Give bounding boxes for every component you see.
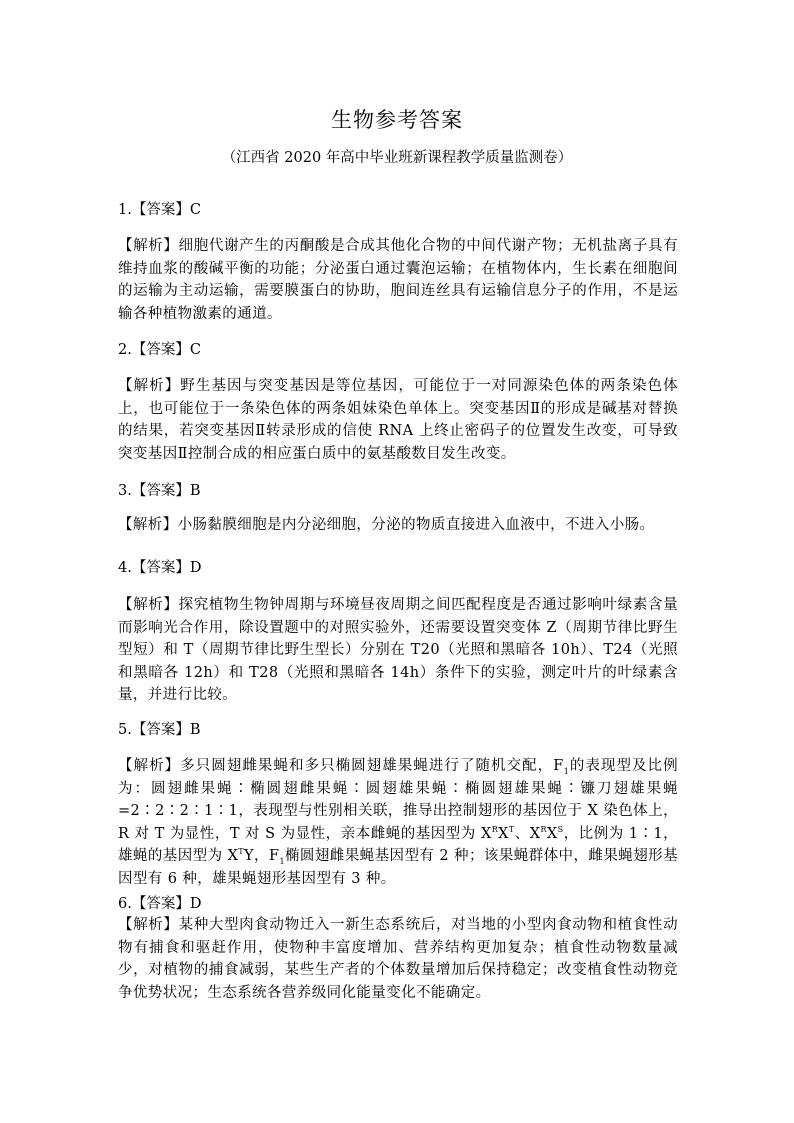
q3-analysis-text: 小肠黏膜细胞是内分泌细胞，分泌的物质直接进入血液中，不进入小肠。 [177, 517, 655, 533]
q1-analysis [118, 235, 678, 325]
q3-analysis [118, 514, 678, 537]
q4-analysis-text: 探究植物生物钟周期与环境昼夜周期之间匹配程度是否通过影响叶绿素含量而影响光合作用，除设置题中的对照实验外，还需要设置突变体 Z（周期节律比野生型短）和 T（周期节律比野生型长）分别在 T20（光照和黑暗各 10h）、T24（光照和黑暗各 12h）和 T28（光照和黑暗各 14h）条件下的实验，测定叶片的叶绿素含量，并进行比较。 [118, 597, 678, 703]
q2-answer: 2.【答案】C [118, 342, 201, 358]
q2-analysis-text: 野生基因与突变基因是等位基因，可能位于一对同源染色体的两条染色体上，也可能位于一条染色体的两条姐妹染色单体上。突变基因Ⅱ的形成是碱基对替换的结果，若突变基因Ⅱ转录形成的信使 RNA 上终止密码子的位置发生改变，可导致突变基因Ⅱ控制合成的相应蛋白质中的氨基酸数目发生改变。 [118, 378, 678, 462]
analysis-label: 【解析】 [118, 517, 178, 533]
analysis-label: 【解析】 [118, 758, 181, 774]
analysis-label: 【解析】 [118, 238, 179, 254]
q4-analysis [118, 594, 678, 707]
page-subtitle: （江西省 2020 年高中毕业班新课程教学质量监测卷） [221, 150, 573, 166]
q5-analysis: 【解析】多只圆翅雌果蝇和多只椭圆翅雄果蝇进行了随机交配，$F_1$的表现型及比例为：圆翅雌果蝇∶椭圆翅雌果蝇∶圆翅雄果蝇∶椭圆翅雄果蝇∶镰刀翅雄果蝇=2∶2∶2∶1∶1，表现型与性别相关联，推导出控制翅形的基因位于 X 染色体上，R 对 T 为显性，T 对 S 为显性，亲本雌蝇的基因型为 $X^RX^T$、$X^RX^S$，比例为 1∶1，雄蝇的基因型为 $X^TY$，$F_1$椭圆翅雌果蝇基因型有 2 种；该果蝇群体中，雌果蝇翅形基因型有 6 种，雄果蝇翅形基因型有 3 种。 [118, 758, 678, 887]
q2-analysis [118, 375, 678, 465]
q5-answer: 5.【答案】B [118, 722, 201, 738]
analysis-label: 【解析】 [118, 378, 181, 394]
q1-answer: 1.【答案】C [118, 202, 201, 218]
analysis-label: 【解析】 [118, 917, 179, 933]
q1-analysis-text: 细胞代谢产生的丙酮酸是合成其他化合物的中间代谢产物；无机盐离子具有维持血浆的酸碱平衡的功能；分泌蛋白通过囊泡运输；在植物体内，生长素在细胞间的运输为主动运输，需要膜蛋白的协助，胞间连丝具有运输信息分子的作用，不是运输各种植物激素的通道。 [118, 238, 678, 322]
q6-analysis-text: 某种大型肉食动物迁入一新生态系统后，对当地的小型肉食动物和植食性动物有捕食和驱赶作用，使物种丰富度增加、营养结构更加复杂；植食性动物数量减少，对植物的捕食减弱，某些生产者的个体数量增加后保持稳定；改变植食性动物竞争优势状况；生态系统各营养级同化能量变化不能确定。 [118, 917, 678, 1001]
q4-answer: 4.【答案】D [118, 560, 202, 576]
page-title: 生物参考答案 [331, 108, 463, 132]
analysis-label: 【解析】 [118, 597, 179, 613]
q3-answer: 3.【答案】B [118, 483, 201, 499]
q6-analysis [118, 914, 678, 1004]
q6-answer: 6.【答案】D [118, 896, 202, 912]
